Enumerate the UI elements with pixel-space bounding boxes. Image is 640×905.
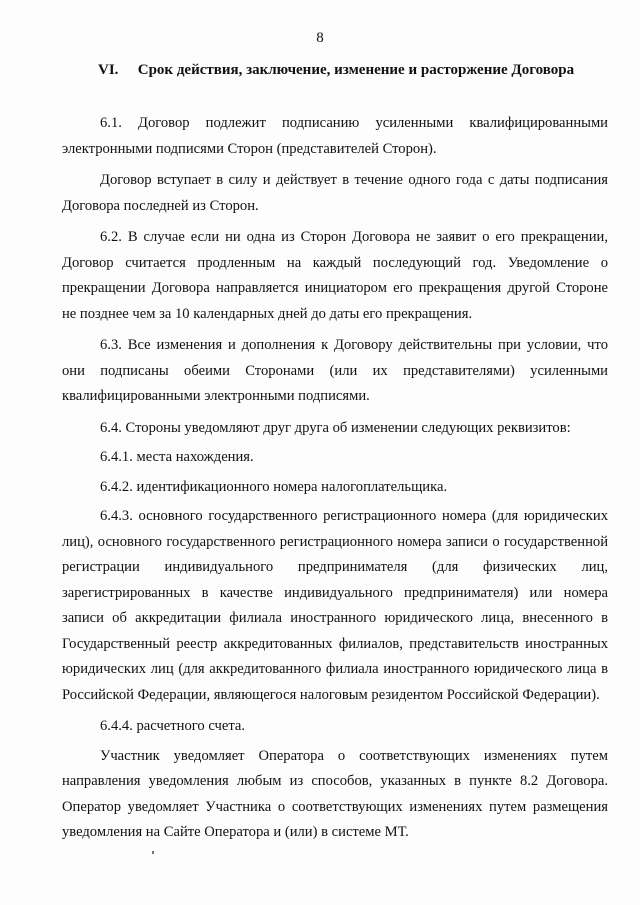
paragraph-6-1: 6.1. Договор подлежит подписанию усиленными квалифицированными электронными подписями Сторон (представителей Сторон). xyxy=(62,115,608,157)
paragraph-notification: Участник уведомляет Оператора о соответствующих изменениях путем направления уведомления любым из способов, указанных в пункте 8.2 Договора. Оператор уведомляет Участника о соответствующих изменениях путем размещения уведомления на Сайте Оператора и (или) в системе МТ. xyxy=(62,747,608,840)
section-number: VI. xyxy=(98,62,119,78)
paragraph-6-4-1: 6.4.1. места нахождения. xyxy=(100,449,254,465)
paragraph-6-3: 6.3. Все изменения и дополнения к Договору действительны при условии, что они подписаны обеими Сторонами (или их представителями) усиленными квалифицированными электронными подписями. xyxy=(62,337,608,404)
paragraph-6-4-4: 6.4.4. расчетного счета. xyxy=(100,718,245,734)
paragraph-6-4: 6.4. Стороны уведомляют друг друга об изменении следующих реквизитов: xyxy=(100,419,571,436)
document-body xyxy=(62,111,608,846)
paragraph-6-1-effect: Договор вступает в силу и действует в течение одного года с даты подписания Договора последней из Сторон. xyxy=(62,172,608,214)
scan-speck xyxy=(152,851,154,854)
page-number: 8 xyxy=(316,30,324,46)
section-heading xyxy=(98,62,608,79)
section-title: Срок действия, заключение, изменение и расторжение Договора xyxy=(137,62,575,78)
paragraph-6-4-3: 6.4.3. основного государственного регистрационного номера (для юридических лиц), основного государственного регистрационного номера записи о государственной регистрации индивидуального предпринимателя (для физических лиц, зарегистрированных в качестве индивидуального предпринимателя) или номера записи об аккредитации филиала иностранного юридического лица, внесенного в Государственный реестр аккредитованных филиалов, представительств иностранных юридических лиц (для аккредитованного филиала иностранного юридического лица в Российской Федерации, являющегося налоговым резидентом Российской Федерации). xyxy=(62,508,608,703)
paragraph-6-4-2: 6.4.2. идентификационного номера налогоплательщика. xyxy=(100,478,448,495)
paragraph-6-2: 6.2. В случае если ни одна из Сторон Договора не заявит о его прекращении, Договор считается продленным на каждый последующий год. Уведомление о прекращении Договора направляется инициатором его прекращения другой Стороне не позднее чем за 10 календарных дней до даты его прекращения. xyxy=(62,229,608,322)
